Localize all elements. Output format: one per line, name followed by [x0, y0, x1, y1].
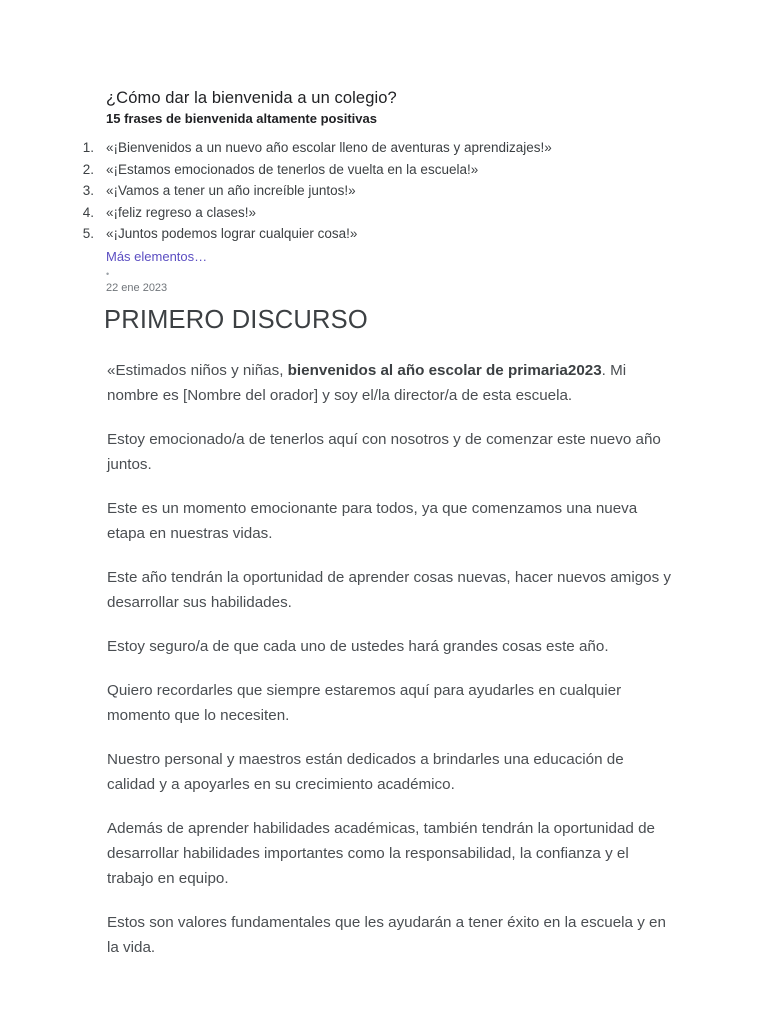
paragraph-text: . Mi nombre es [Nombre del orador] y soy el/la director/a de esta escuela.: [107, 362, 627, 404]
article-heading: PRIMERO DISCURSO: [104, 306, 368, 334]
article-paragraph: [0, 634, 768, 659]
paragraph-text: Nuestro personal y maestros están dedicados a brindarles una educación de calidad y a apoyarles en su crecimiento académico.: [107, 751, 624, 793]
paragraph-text: Este año tendrán la oportunidad de aprender cosas nuevas, hacer nuevos amigos y desarrollar sus habilidades.: [107, 569, 671, 611]
paragraph-text: Estos son valores fundamentales que les ayudarán a tener éxito en la escuela y en la vida.: [107, 914, 666, 956]
paragraph-text: Estoy emocionado/a de tenerlos aquí con nosotros y de comenzar este nuevo año juntos.: [107, 431, 661, 473]
snippet-question-title: ¿Cómo dar la bienvenida a un colegio?: [106, 89, 397, 107]
paragraph-text: Este es un momento emocionante para todos, ya que comenzamos una nueva etapa en nuestras vidas.: [107, 500, 638, 542]
article-body: [0, 358, 768, 960]
snippet-bullet-marker: •: [106, 268, 110, 279]
list-item: «¡Estamos emocionados de tenerlos de vuelta en la escuela!»: [106, 161, 479, 177]
more-items-link[interactable]: Más elementos…: [106, 248, 208, 264]
bold-text: bienvenidos al año escolar de primaria2023: [287, 362, 602, 379]
list-item: «¡Bienvenidos a un nuevo año escolar lleno de aventuras y aprendizajes!»: [106, 140, 552, 155]
paragraph-text: Además de aprender habilidades académicas, también tendrán la oportunidad de desarrollar habilidades importantes como la responsabilidad, la confianza y el trabajo en equipo.: [107, 820, 655, 887]
article-paragraph: [0, 565, 768, 615]
paragraph-text: Quiero recordarles que siempre estaremos aquí para ayudarles en cualquier momento que lo necesiten.: [107, 682, 622, 724]
article-paragraph: [0, 816, 768, 891]
article-paragraph: [0, 427, 768, 477]
speech-article: [0, 305, 768, 979]
paragraph-text: Estoy seguro/a de que cada uno de ustedes hará grandes cosas este año.: [107, 638, 609, 655]
snippet-date: 22 ene 2023: [106, 281, 168, 294]
featured-snippet: [0, 88, 768, 296]
snippet-phrase-list: [0, 137, 768, 245]
article-paragraph: [0, 910, 768, 960]
article-paragraph: [0, 678, 768, 728]
article-paragraph: [0, 496, 768, 546]
list-item: «¡feliz regreso a clases!»: [106, 204, 257, 220]
article-paragraph: [0, 358, 768, 408]
list-item: «¡Juntos podemos lograr cualquier cosa!»: [106, 226, 358, 241]
snippet-subtitle: 15 frases de bienvenida altamente positivas: [106, 111, 377, 126]
list-item: «¡Vamos a tener un año increíble juntos!»: [106, 183, 356, 198]
paragraph-text: «Estimados niños y niñas,: [107, 362, 288, 379]
article-paragraph: [0, 747, 768, 797]
